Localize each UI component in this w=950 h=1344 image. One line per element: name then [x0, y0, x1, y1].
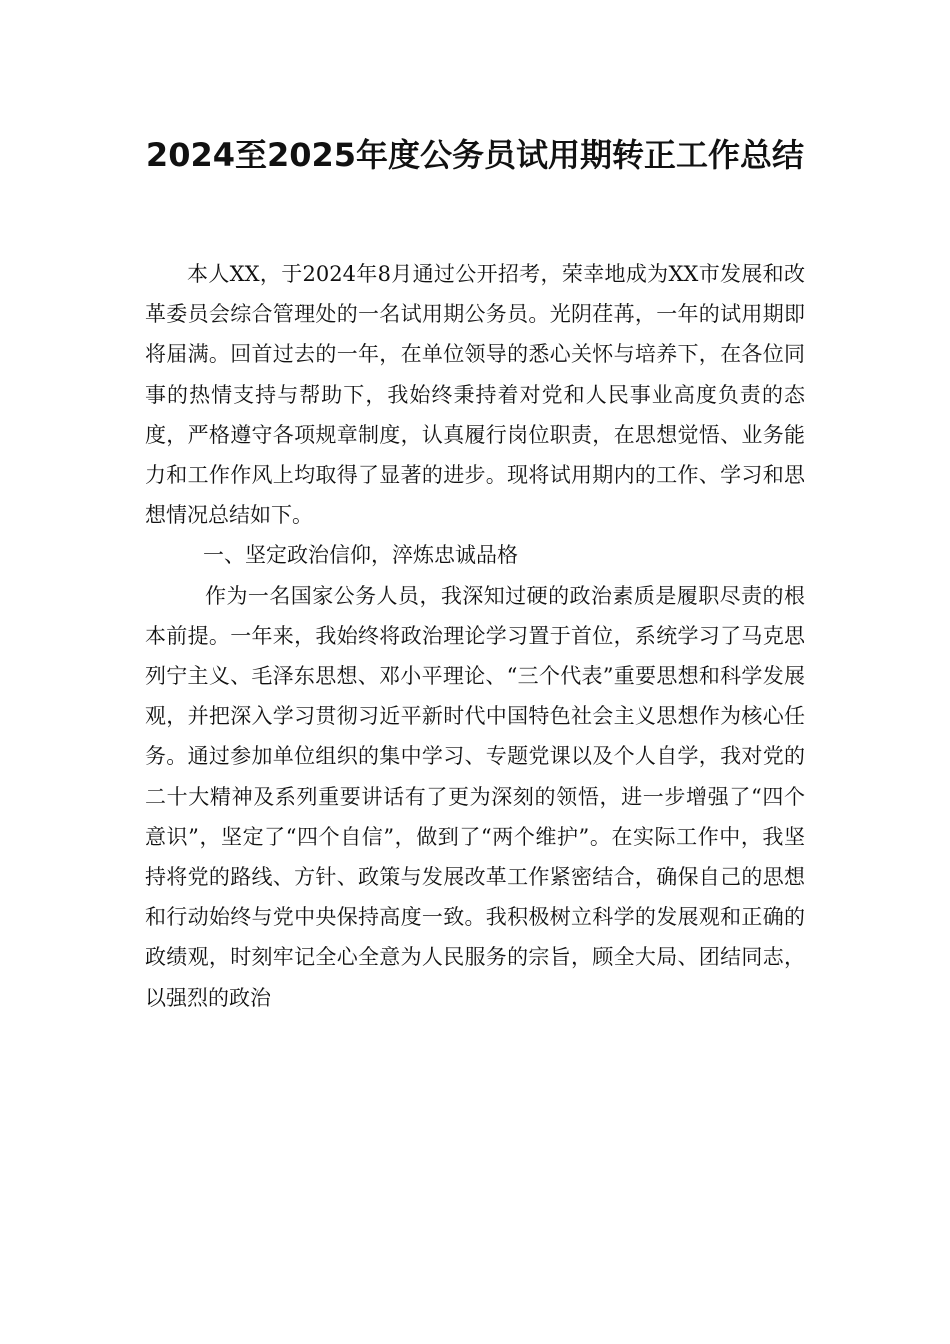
intro-paragraph: 本人XX，于2024年8月通过公开招考，荣幸地成为XX市发展和改革委员会综合管理处的一名试用期公务员。光阴荏苒，一年的试用期即将届满。回首过去的一年，在单位领导的悉心关怀与培养下，在各位同事的热情支持与帮助下，我始终秉持着对党和人民事业高度负责的态度，严格遵守各项规章制度，认真履行岗位职责，在思想觉悟、业务能力和工作作风上均取得了显著的进步。现将试用期内的工作、学习和思想情况总结如下。: [145, 262, 805, 528]
section-heading-1: 一、坚定政治信仰，淬炼忠诚品格: [203, 543, 518, 568]
section-1-paragraph: 作为一名国家公务人员，我深知过硬的政治素质是履职尽责的根本前提。一年来，我始终将政治理论学习置于首位，系统学习了马克思列宁主义、毛泽东思想、邓小平理论、“三个代表”重要思想和科学发展观，并把深入学习贯彻习近平新时代中国特色社会主义思想作为核心任务。通过参加单位组织的集中学习、专题党课以及个人自学，我对党的二十大精神及系列重要讲话有了更为深刻的领悟，进一步增强了“四个意识”，坚定了“四个自信”，做到了“两个维护”。在实际工作中，我坚持将党的路线、方针、政策与发展改革工作紧密结合，确保自己的思想和行动始终与党中央保持高度一致。我积极树立科学的发展观和正确的政绩观，时刻牢记全心全意为人民服务的宗旨，顾全大局、团结同志，以强烈的政治: [145, 583, 805, 1010]
document-body: [145, 254, 805, 1018]
document-title: 2024至2025年度公务员试用期转正工作总结: [145, 136, 805, 174]
